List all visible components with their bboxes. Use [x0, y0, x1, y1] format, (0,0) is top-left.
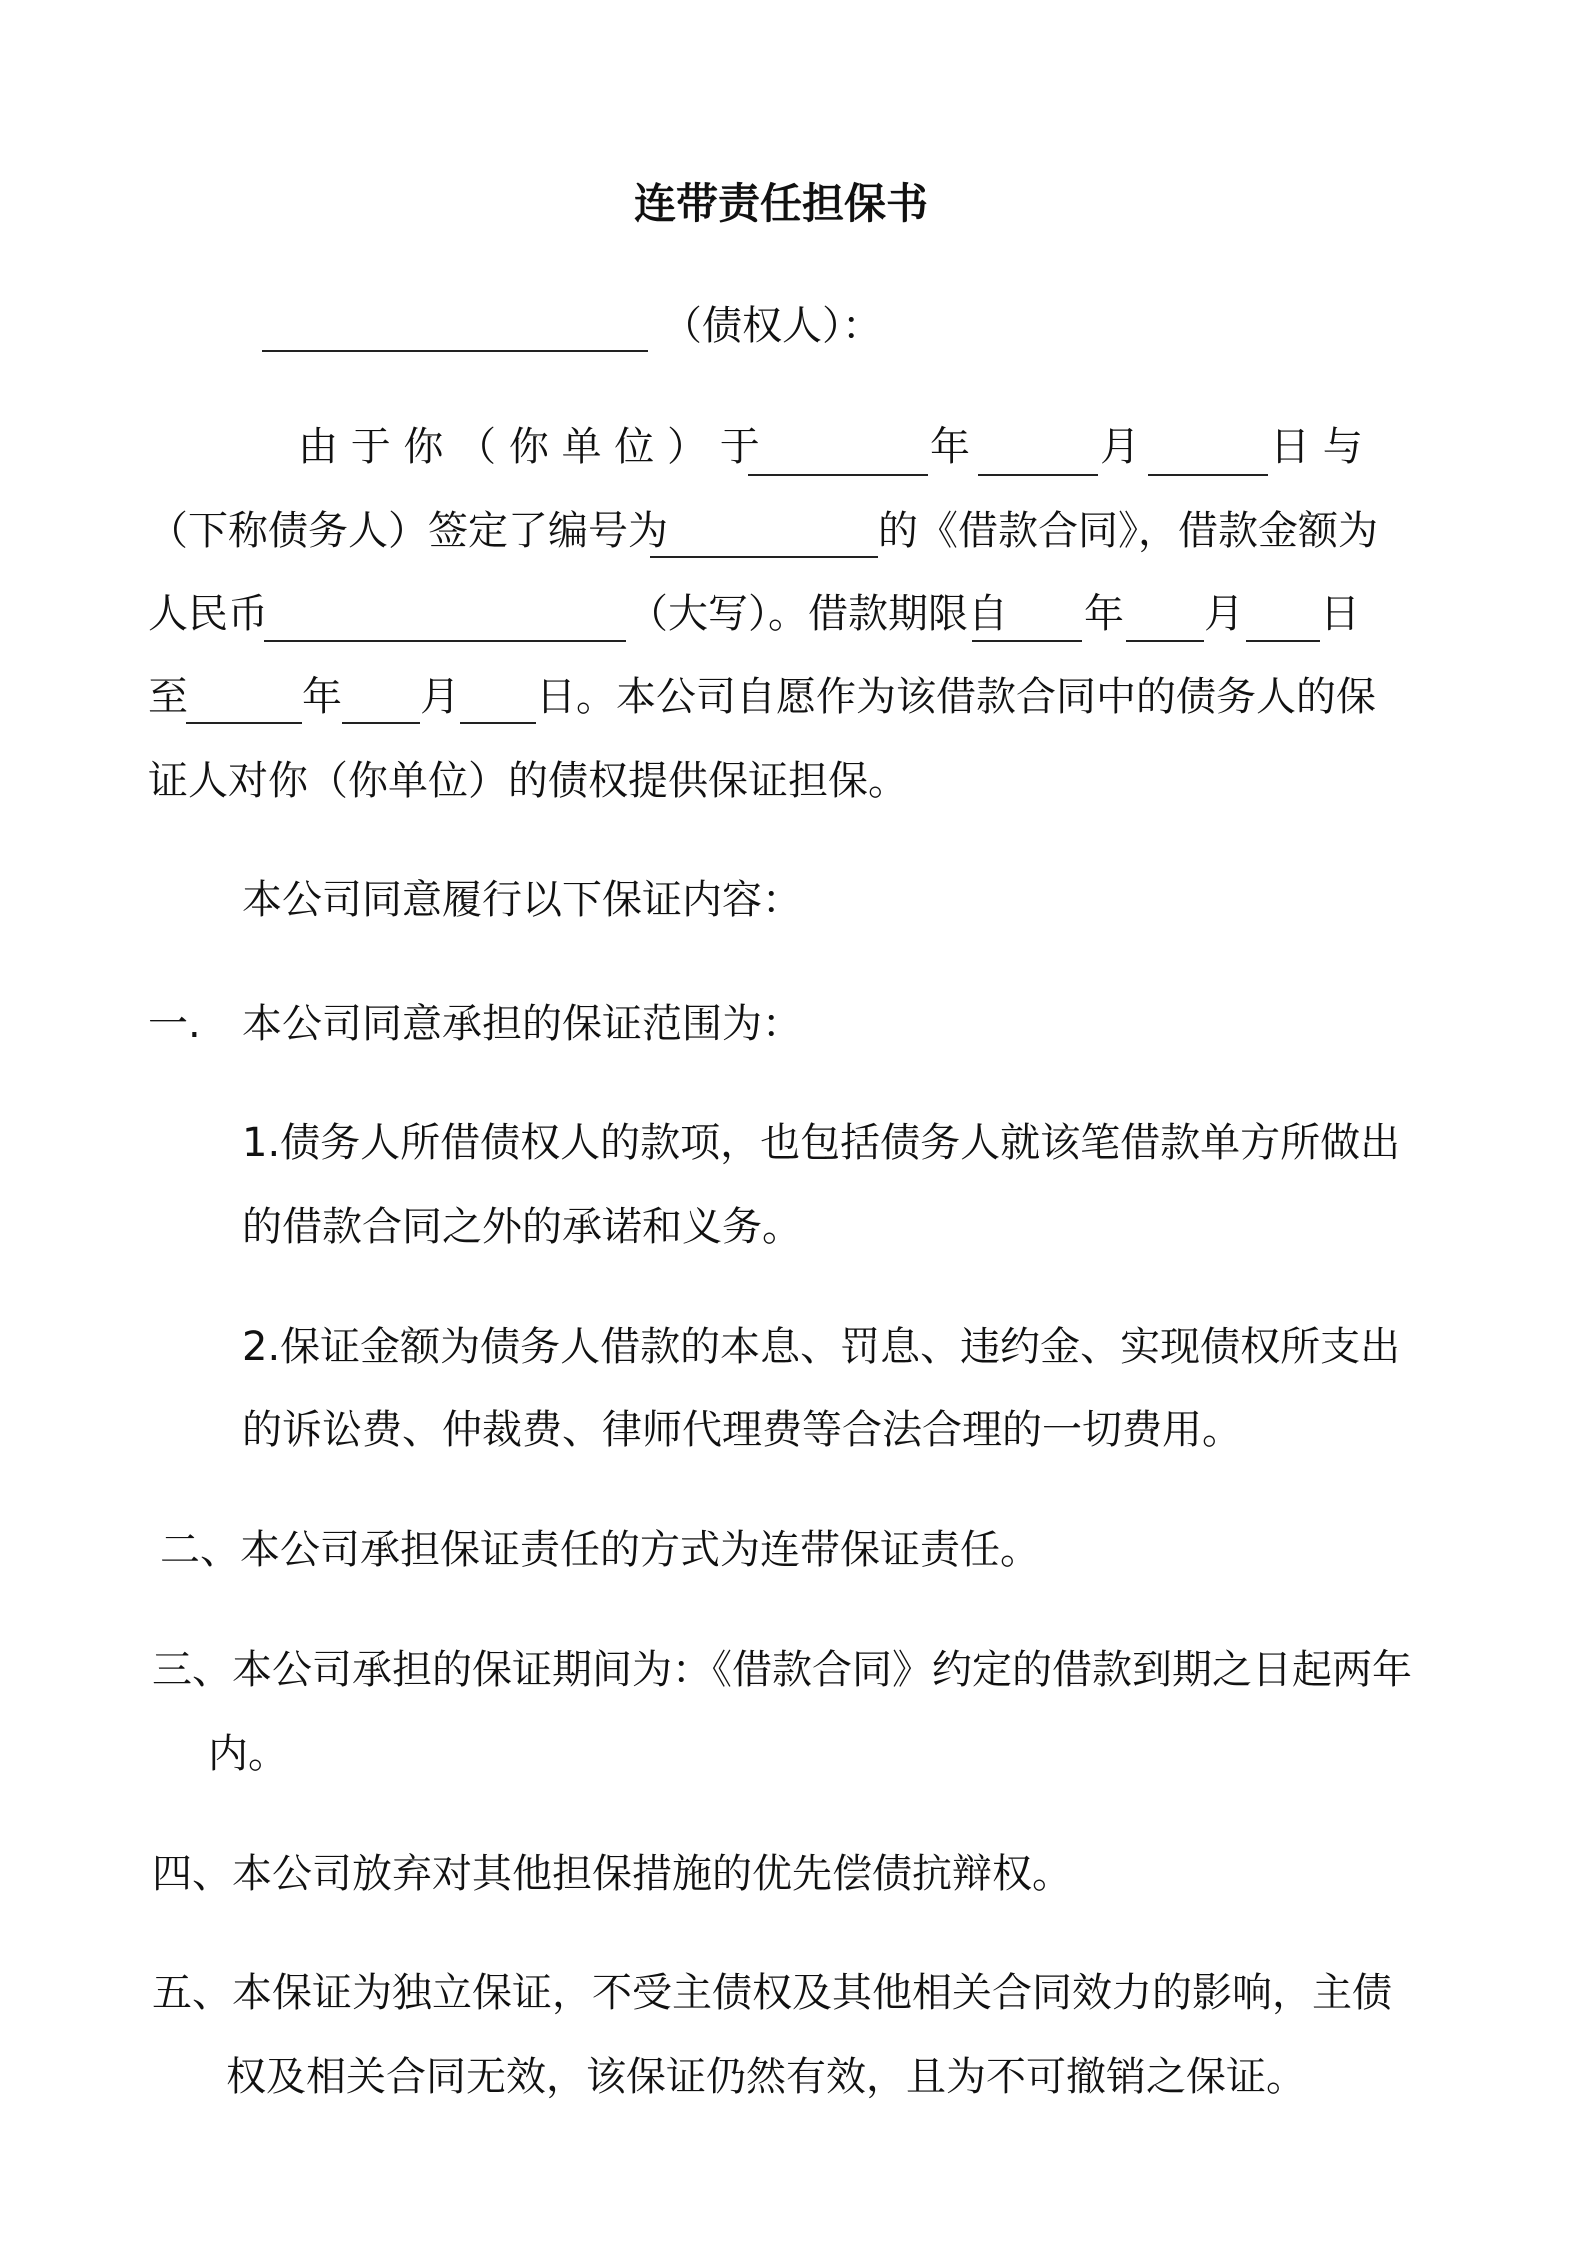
addressee-suffix: （债权人）：	[662, 303, 882, 349]
intro-line3-text-a: 人民币	[148, 591, 268, 637]
intro-line4-year: 年	[302, 674, 342, 720]
clause1-text: 本公司同意承担的保证范围为：	[242, 1001, 802, 1047]
agree-text: 本公司同意履行以下保证内容：	[242, 877, 802, 923]
intro-line3-text-b: （大写）。借款期限自	[628, 591, 1008, 637]
loan-amount-blank	[264, 640, 626, 642]
end-month-blank	[342, 722, 420, 724]
creditor-name-blank	[262, 350, 648, 352]
start-year-blank	[972, 640, 1082, 642]
clause1-item2-line1: 2.保证金额为债务人借款的本息、罚息、违约金、实现债权所支出	[242, 1324, 1401, 1370]
end-year-blank	[186, 722, 302, 724]
contract-number-blank	[650, 556, 878, 558]
sign-year-blank	[748, 474, 928, 476]
clause1-number: 一.	[148, 1001, 201, 1047]
start-month-blank	[1126, 640, 1204, 642]
clause5-line1: 五、本保证为独立保证，不受主债权及其他相关合同效力的影响，主债	[152, 1970, 1392, 2016]
clause1-item2-line2: 的诉讼费、仲裁费、律师代理费等合法合理的一切费用。	[242, 1407, 1242, 1453]
intro-line4-text-a: 至	[148, 674, 188, 720]
clause1-item1-line1: 1.债务人所借债权人的款项，也包括债务人就该笔借款单方所做出	[242, 1120, 1401, 1166]
intro-line3-year: 年	[1084, 591, 1124, 637]
intro-line3-day: 日	[1320, 591, 1360, 637]
intro-line5-text: 证人对你（你单位）的债权提供保证担保。	[148, 758, 908, 804]
clause5-line2: 权及相关合同无效，该保证仍然有效，且为不可撤销之保证。	[226, 2054, 1306, 2100]
intro-line4-month: 月	[420, 674, 460, 720]
intro-line2-text-a: （下称债务人）签定了编号为	[148, 508, 668, 554]
clause3-line1: 三、本公司承担的保证期间为：《借款合同》约定的借款到期之日起两年	[152, 1647, 1412, 1693]
intro-line1-year: 年	[930, 424, 970, 470]
intro-line4-text-b: 日。本公司自愿作为该借款合同中的债务人的保	[536, 674, 1376, 720]
clause3-line2: 内。	[208, 1731, 288, 1777]
sign-month-blank	[978, 474, 1098, 476]
document-title: 连带责任担保书	[634, 179, 929, 228]
sign-day-blank	[1148, 474, 1268, 476]
end-day-blank	[460, 722, 536, 724]
start-day-blank	[1246, 640, 1320, 642]
intro-line2-text-b: 的《借款合同》，借款金额为	[878, 508, 1378, 554]
intro-line1-day: 日 与	[1270, 424, 1363, 470]
clause4-text: 四、本公司放弃对其他担保措施的优先偿债抗辩权。	[152, 1851, 1072, 1897]
clause1-item1-line2: 的借款合同之外的承诺和义务。	[242, 1204, 802, 1250]
intro-line1-text: 由 于 你 （ 你 单 位 ） 于	[298, 424, 760, 470]
intro-line3-month: 月	[1204, 591, 1244, 637]
intro-line1-month: 月	[1100, 424, 1140, 470]
clause2-text: 二、本公司承担保证责任的方式为连带保证责任。	[160, 1527, 1040, 1573]
